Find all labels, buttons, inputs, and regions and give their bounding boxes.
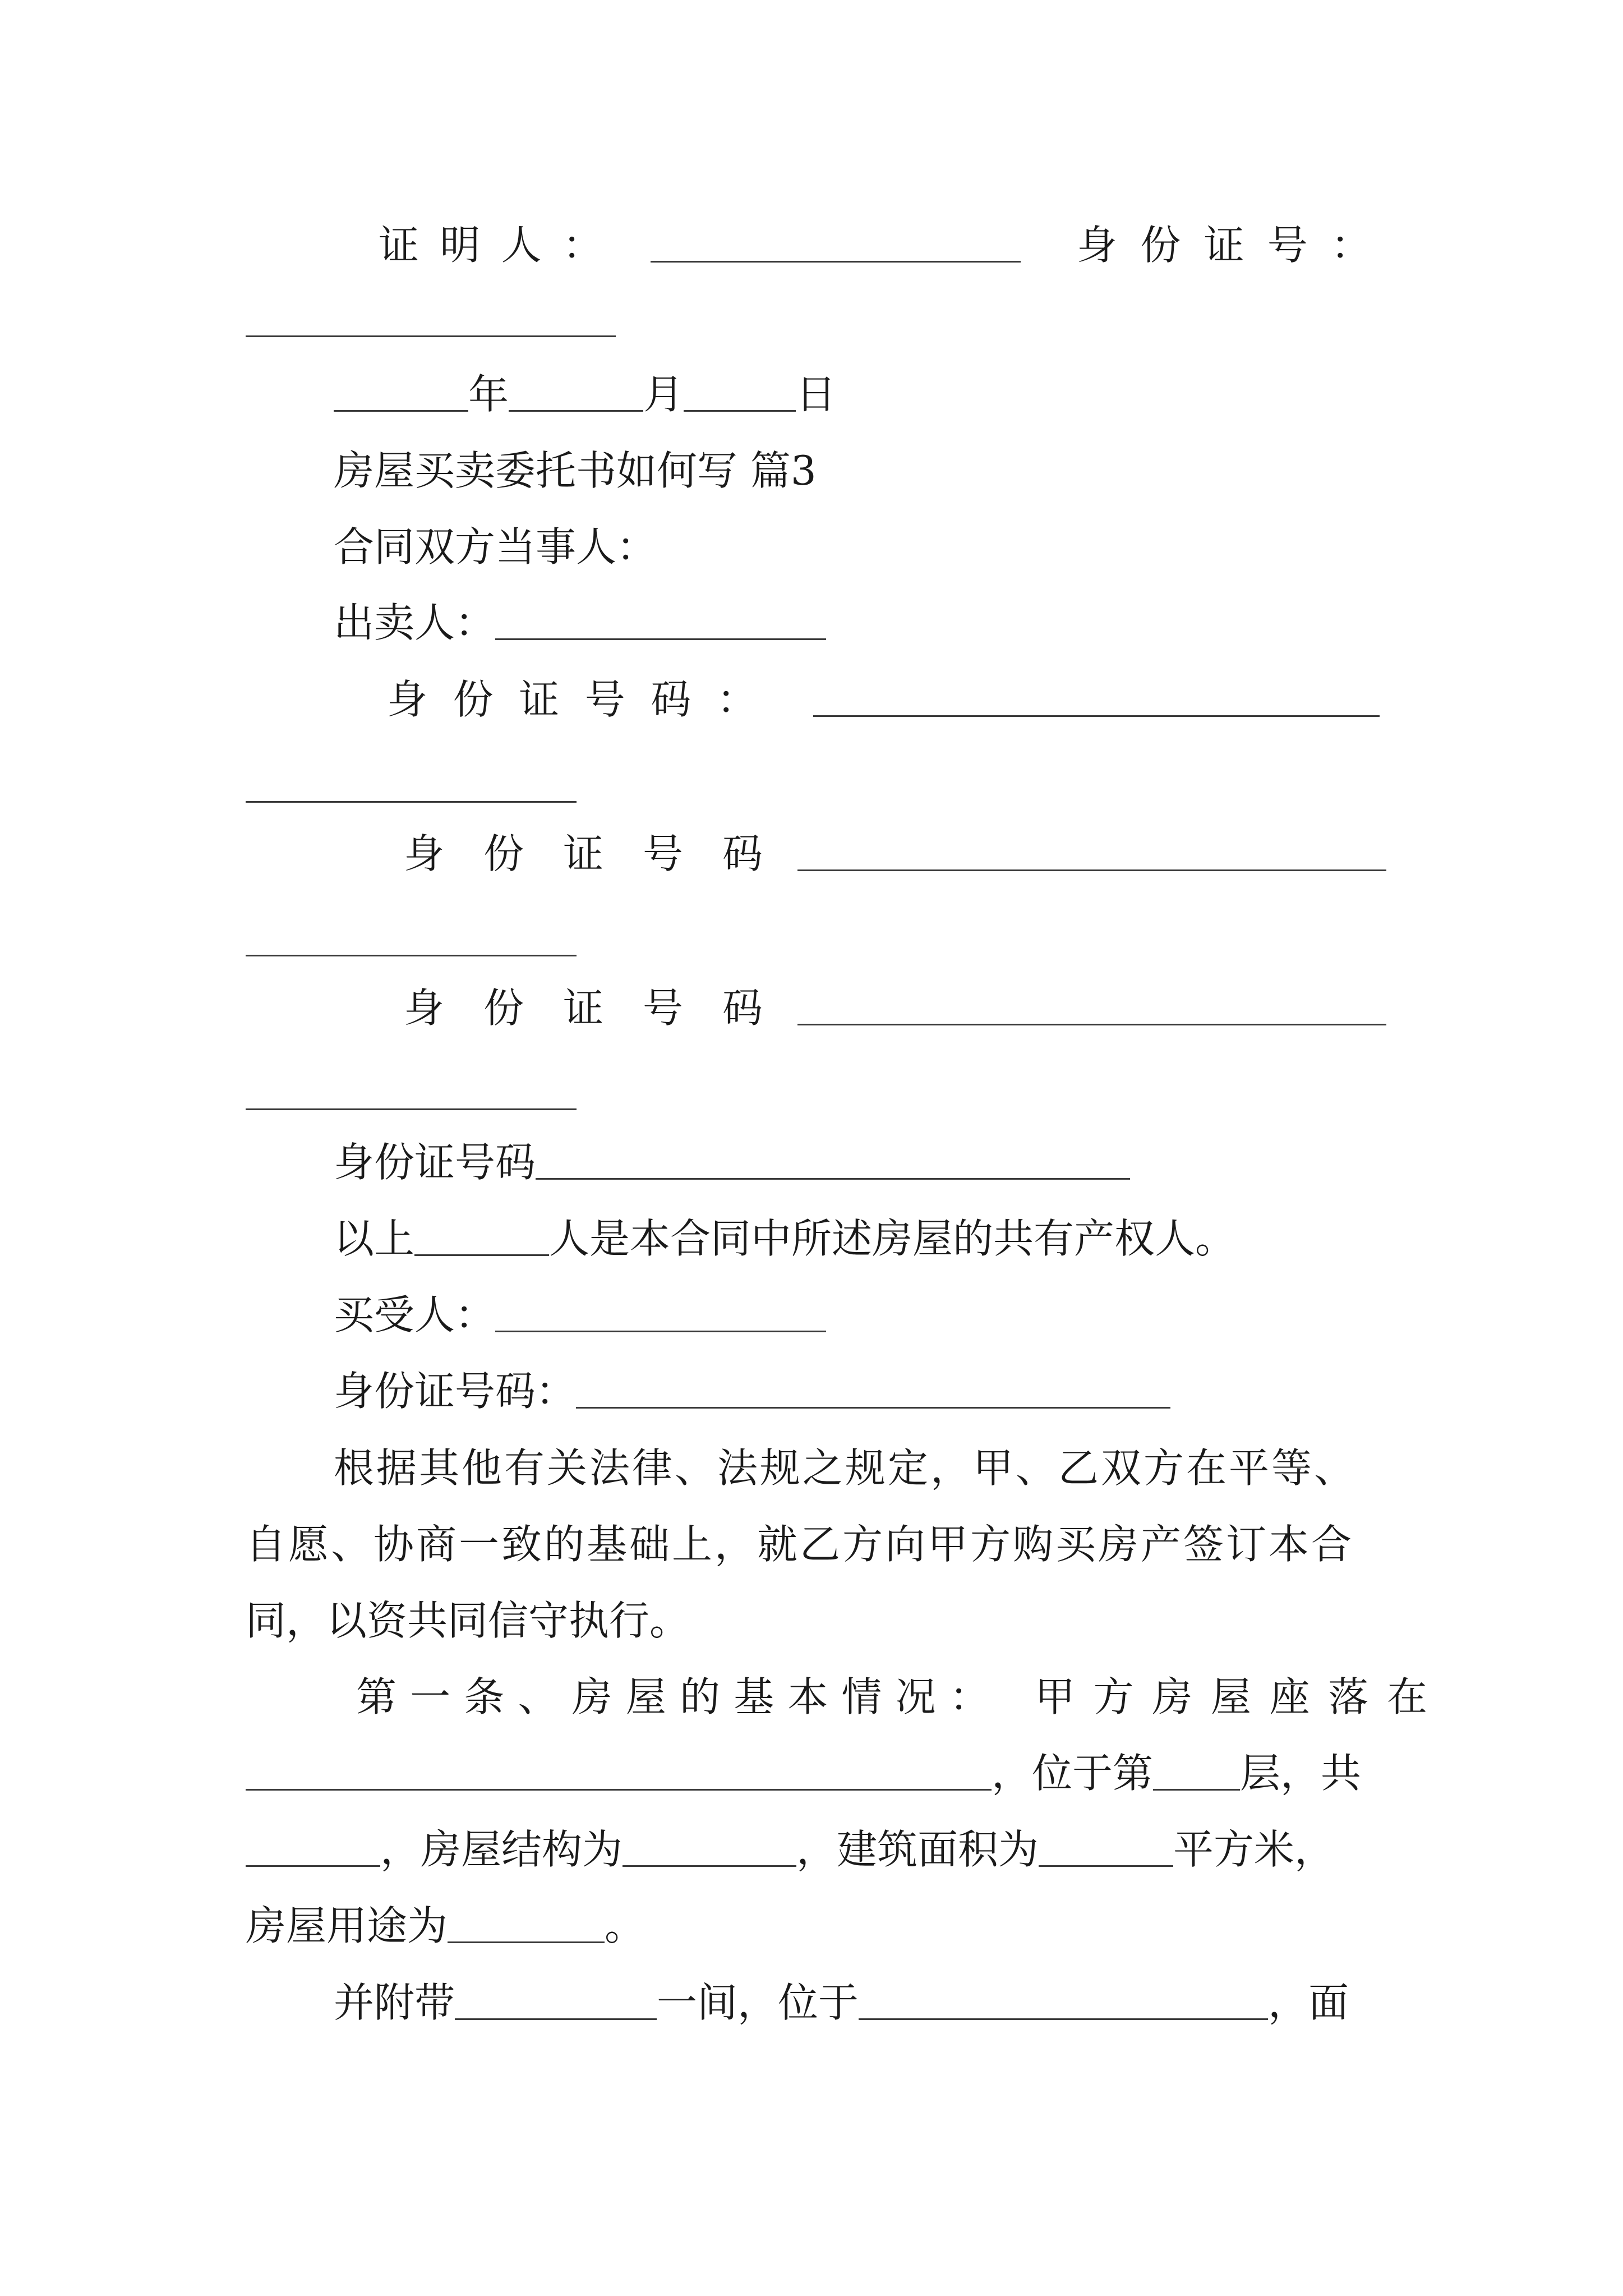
annex-suffix: ，面 bbox=[1268, 1979, 1349, 2026]
article1-heading-line bbox=[356, 1672, 1427, 1722]
co-owners-prefix: 以上 bbox=[334, 1215, 415, 1262]
witness-label bbox=[379, 220, 603, 270]
date-line bbox=[334, 369, 836, 420]
basis-paragraph-line-2: 自愿、协商一致的基础上，就乙方向甲方购买房产签订本合 bbox=[246, 1521, 1354, 1568]
seller-id-line bbox=[387, 674, 1380, 725]
area-blank[interactable] bbox=[1039, 1863, 1173, 1867]
witness-char: 证 bbox=[379, 222, 419, 269]
heading-char: 本 bbox=[787, 1673, 828, 1720]
co-owner-id-line-1 bbox=[404, 829, 1386, 879]
co-owner-id-line-3 bbox=[334, 1137, 1130, 1188]
floor-blank[interactable] bbox=[1153, 1787, 1240, 1791]
heading-char: 一 bbox=[410, 1673, 451, 1720]
floor-suffix: 层，共 bbox=[1240, 1750, 1362, 1797]
id-char: 份 bbox=[483, 984, 524, 1032]
seller-label: 出卖人： bbox=[334, 599, 496, 646]
witness-char: ： bbox=[562, 222, 603, 269]
witness-char: 人 bbox=[501, 222, 542, 269]
article1-location-label bbox=[1035, 1672, 1427, 1722]
id-char: 证 bbox=[562, 984, 603, 1032]
heading-char: 的 bbox=[680, 1673, 721, 1720]
id-char: 身 bbox=[387, 676, 428, 723]
co-owners-statement bbox=[334, 1213, 1235, 1264]
heading-char: 屋 bbox=[625, 1673, 666, 1720]
year-blank[interactable] bbox=[334, 408, 468, 412]
article1-structure-line bbox=[246, 1824, 1335, 1875]
basis-paragraph-line-1: 根据其他有关法律、法规之规定，甲、乙双方在平等、 bbox=[334, 1444, 1357, 1492]
seller-line bbox=[334, 597, 826, 648]
buyer-line bbox=[334, 1290, 826, 1340]
seller-id-blank-continued[interactable] bbox=[246, 801, 577, 803]
total-floors-blank[interactable] bbox=[246, 1863, 380, 1867]
location-char: 房 bbox=[1152, 1673, 1193, 1720]
annex-line bbox=[334, 1977, 1349, 2028]
heading-char: ： bbox=[949, 1673, 990, 1720]
use-blank[interactable] bbox=[448, 1939, 605, 1943]
month-label: 月 bbox=[643, 371, 684, 418]
seller-name-blank[interactable] bbox=[495, 636, 826, 640]
floor-prefix: ，位于第 bbox=[992, 1750, 1154, 1797]
use-end: 。 bbox=[605, 1902, 645, 1949]
heading-char: 情 bbox=[841, 1673, 882, 1720]
buyer-name-blank[interactable] bbox=[495, 1328, 826, 1332]
co-owner-id-blank-1-continued[interactable] bbox=[246, 955, 577, 956]
id-char: 号 bbox=[642, 984, 683, 1032]
buyer-id-blank[interactable] bbox=[576, 1405, 1170, 1409]
month-blank[interactable] bbox=[509, 408, 643, 412]
area-label: ，建筑面积为 bbox=[796, 1826, 1039, 1873]
year-label: 年 bbox=[468, 371, 509, 418]
annex-room: 一间，位于 bbox=[657, 1979, 859, 2026]
seller-id-blank[interactable] bbox=[813, 713, 1380, 717]
article1-location-line bbox=[246, 1748, 1361, 1798]
parties-heading: 合同双方当事人： bbox=[334, 523, 657, 570]
id-char: 号 bbox=[584, 676, 625, 723]
article1-heading bbox=[356, 1672, 990, 1722]
co-owner-id-label-plain: 身份证号码 bbox=[334, 1139, 536, 1186]
heading-char: 条 bbox=[464, 1673, 505, 1720]
witness-id-blank[interactable] bbox=[246, 335, 616, 337]
basis-paragraph-line-3: 同，以资共同信守执行。 bbox=[246, 1597, 690, 1644]
use-label: 房屋用途为 bbox=[246, 1902, 448, 1949]
co-owners-count-blank[interactable] bbox=[414, 1252, 549, 1256]
witness-id-label bbox=[1077, 220, 1371, 270]
location-char: 落 bbox=[1328, 1673, 1369, 1720]
id-char: 证 bbox=[519, 676, 560, 723]
id-char: 码 bbox=[651, 676, 691, 723]
buyer-label: 买受人： bbox=[334, 1291, 496, 1338]
id-char: 身 bbox=[404, 830, 445, 877]
witness-line bbox=[379, 220, 1377, 270]
location-char: 方 bbox=[1093, 1673, 1134, 1720]
location-char: 在 bbox=[1386, 1673, 1427, 1720]
section-title: 房屋买卖委托书如何写 篇3 bbox=[334, 447, 817, 494]
id-char: 码 bbox=[722, 984, 763, 1032]
day-label: 日 bbox=[796, 371, 837, 418]
annex-location-blank[interactable] bbox=[859, 2016, 1268, 2020]
heading-char: 基 bbox=[734, 1673, 774, 1720]
id-char: 码 bbox=[722, 830, 763, 877]
structure-label: ，房屋结构为 bbox=[380, 1826, 623, 1873]
witness-id-char: 证 bbox=[1204, 222, 1244, 269]
witness-id-char: 身 bbox=[1077, 222, 1118, 269]
co-owner-id-line-2 bbox=[404, 983, 1386, 1033]
witness-id-char: ： bbox=[1330, 222, 1371, 269]
id-char: 份 bbox=[453, 676, 494, 723]
witness-char: 明 bbox=[440, 222, 481, 269]
witness-name-blank[interactable] bbox=[651, 259, 1021, 263]
area-unit: 平方米， bbox=[1173, 1826, 1335, 1873]
id-char: 身 bbox=[404, 984, 445, 1032]
co-owners-suffix: 人是本合同中所述房屋的共有产权人。 bbox=[549, 1215, 1236, 1262]
seller-id-label bbox=[387, 674, 757, 725]
heading-char: 况 bbox=[895, 1673, 936, 1720]
buyer-id-line bbox=[334, 1366, 1170, 1416]
co-owner-id-label bbox=[404, 983, 763, 1033]
id-char: 证 bbox=[562, 830, 603, 877]
witness-id-char: 号 bbox=[1267, 222, 1308, 269]
annex-item-blank[interactable] bbox=[455, 2016, 657, 2020]
structure-blank[interactable] bbox=[623, 1863, 796, 1867]
heading-char: 第 bbox=[356, 1673, 397, 1720]
location-blank[interactable] bbox=[246, 1787, 992, 1791]
buyer-id-label: 身份证号码： bbox=[334, 1368, 577, 1415]
co-owner-id-blank-2[interactable] bbox=[797, 1022, 1386, 1025]
co-owner-id-blank-2-continued[interactable] bbox=[246, 1108, 577, 1110]
location-char: 屋 bbox=[1210, 1673, 1251, 1720]
co-owner-id-label bbox=[404, 829, 763, 879]
witness-id-char: 份 bbox=[1140, 222, 1181, 269]
id-char: 份 bbox=[483, 830, 524, 877]
location-char: 甲 bbox=[1035, 1673, 1076, 1720]
annex-prefix: 并附带 bbox=[334, 1979, 455, 2026]
location-char: 座 bbox=[1269, 1673, 1310, 1720]
day-blank[interactable] bbox=[684, 408, 796, 412]
co-owner-id-blank-3[interactable] bbox=[536, 1176, 1130, 1180]
heading-char: 、 bbox=[518, 1673, 559, 1720]
co-owner-id-blank-1[interactable] bbox=[797, 867, 1386, 871]
id-char: 号 bbox=[642, 830, 683, 877]
heading-char: 房 bbox=[571, 1673, 612, 1720]
article1-use-line bbox=[246, 1901, 645, 1951]
id-char: ： bbox=[716, 676, 757, 723]
